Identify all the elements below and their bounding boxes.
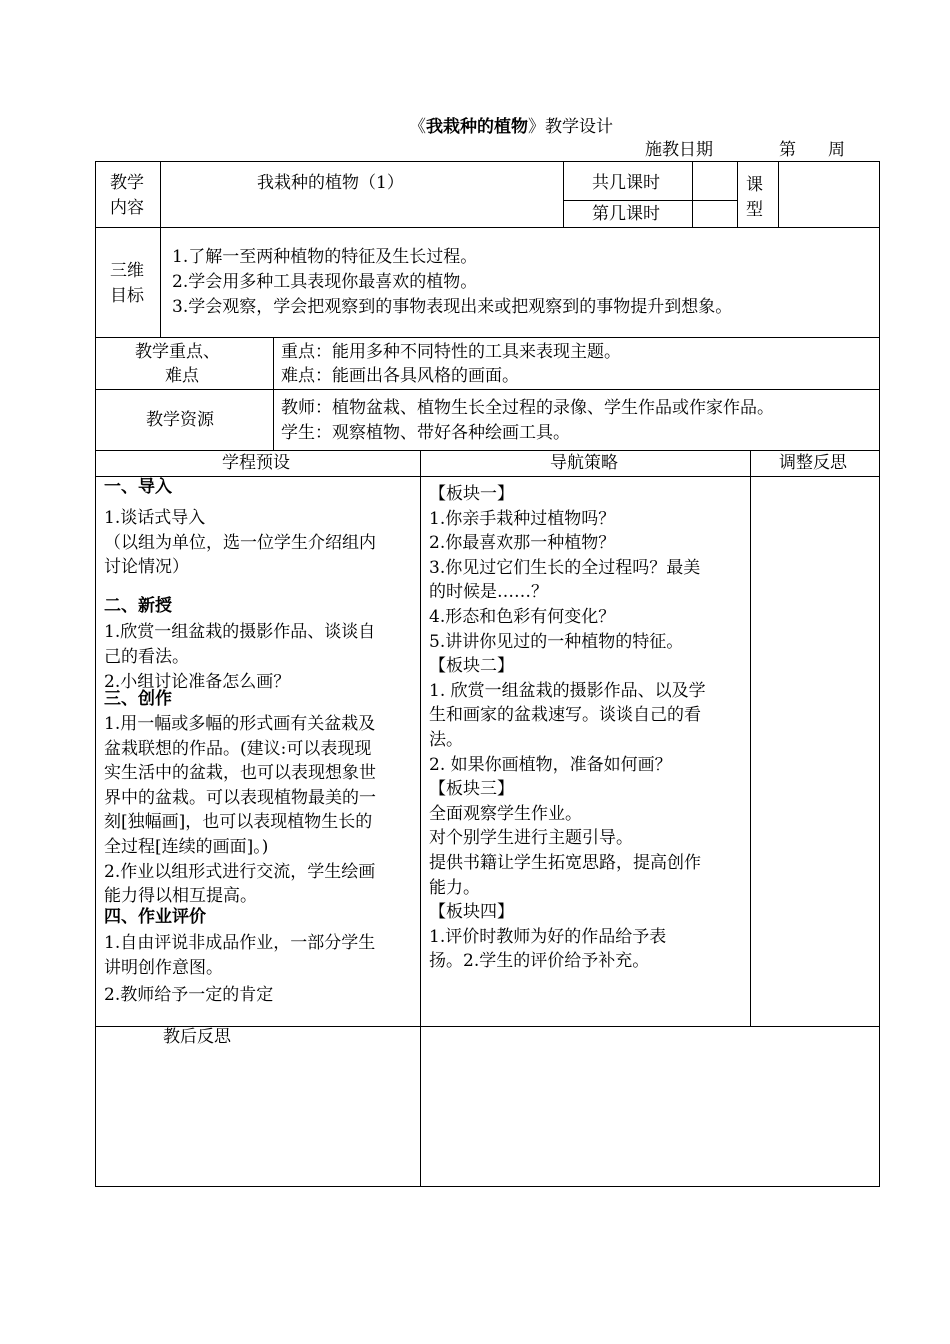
teaching-date-label: 施教日期 — [645, 140, 713, 160]
title-open-bracket: 《 — [409, 117, 426, 137]
preset-section-body — [104, 503, 376, 577]
goal-item: 2.学会用多种工具表现你最喜欢的植物。 — [172, 272, 478, 292]
preset-line: （以组为单位，选一位学生介绍组内 — [104, 532, 376, 553]
strategy-line: 全面观察学生作业。 — [429, 803, 582, 824]
preset-section-body — [104, 709, 376, 906]
preset-line: 1.谈话式导入 — [104, 508, 206, 528]
lesson-type-label-line2: 型 — [746, 200, 763, 220]
preset-line: 1.用一幅或多幅的形式画有关盆栽及 — [104, 714, 376, 734]
goal-item: 1.了解一至两种植物的特征及生长过程。 — [172, 247, 478, 267]
week-di-label: 第 — [779, 140, 796, 160]
preset-line: 讨论情况） — [104, 557, 189, 578]
table-line — [160, 227, 161, 337]
table-line — [95, 161, 880, 162]
strategy-line: 4.形态和色彩有何变化？ — [429, 606, 616, 627]
table-line — [95, 476, 880, 477]
column-header-strategy: 导航策略 — [550, 453, 618, 473]
total-hours-label: 共几课时 — [592, 173, 660, 193]
preset-line: 界中的盆栽。可以表现植物最美的一 — [104, 787, 376, 808]
column-header-preset: 学程预设 — [222, 453, 290, 473]
column-header-reflection: 调整反思 — [779, 453, 847, 473]
goals-label-line2: 目标 — [110, 286, 144, 306]
preset-line: 1.自由评说非成品作业，一部分学生 — [104, 933, 376, 953]
preset-section-title: 四、作业评价 — [104, 907, 206, 927]
strategy-line: 能力。 — [429, 877, 480, 898]
goals-label-line1: 三维 — [110, 261, 144, 281]
strategy-line: 【板块二】 — [429, 656, 514, 677]
strategy-line: 生和画家的盆栽速写。谈谈自己的看 — [429, 705, 701, 726]
preset-line: 1.欣赏一组盆栽的摄影作品、谈谈自 — [104, 622, 376, 642]
strategy-line: 1.你亲手栽种过植物吗？ — [429, 508, 616, 529]
strategy-line: 扬。2.学生的评价给予补充。 — [429, 951, 650, 972]
student-resources-text: 学生：观察植物、带好各种绘画工具。 — [281, 423, 570, 443]
week-zhou-label: 周 — [828, 140, 845, 160]
table-line — [95, 337, 880, 338]
table-line — [778, 161, 779, 227]
preset-line: 2.小组讨论准备怎么画？ — [104, 672, 291, 693]
preset-section-title: 一、导入 — [104, 477, 172, 497]
preset-line: 刻[独幅画]，也可以表现植物生长的 — [104, 812, 373, 833]
title-suffix: 》教学设计 — [528, 117, 613, 137]
table-line — [273, 337, 274, 450]
preset-section-title: 三、创作 — [104, 689, 172, 709]
strategy-line: 【板块一】 — [429, 484, 514, 504]
table-line — [95, 227, 880, 228]
preset-line: 讲明创作意图。 — [104, 957, 223, 978]
strategy-line: 1. 欣赏一组盆栽的摄影作品、以及学 — [429, 680, 706, 701]
preset-line: 2.教师给予一定的肯定 — [104, 985, 274, 1006]
table-line — [692, 161, 693, 227]
table-line — [563, 200, 737, 201]
title-bold-text: 我栽种的植物 — [426, 117, 528, 137]
strategy-line: 的时候是……？ — [429, 582, 548, 603]
strategy-line: 提供书籍让学生拓宽思路，提高创作 — [429, 852, 701, 873]
table-border-left — [95, 161, 96, 1187]
preset-line: 能力得以相互提高。 — [104, 886, 257, 907]
table-line — [750, 450, 751, 1026]
strategy-line: 3.你见过它们生长的全过程吗？最美 — [429, 557, 701, 578]
strategy-body — [429, 479, 706, 971]
preset-line: 己的看法。 — [104, 646, 189, 667]
preset-section-title: 二、新授 — [104, 596, 172, 616]
key-point-text: 重点：能用多种不同特性的工具来表现主题。 — [281, 342, 621, 362]
lesson-type-label-line1: 课 — [746, 175, 763, 195]
strategy-line: 法。 — [429, 729, 463, 750]
table-border-right — [879, 161, 880, 1187]
preset-line: 实生活中的盆栽，也可以表现想象世 — [104, 763, 376, 784]
strategy-line: 【板块三】 — [429, 779, 514, 800]
keypoints-label-line2: 难点 — [165, 366, 199, 386]
after-class-reflection-label: 教后反思 — [163, 1027, 231, 1047]
resources-label: 教学资源 — [146, 410, 214, 430]
table-line — [95, 389, 880, 390]
strategy-line: 对个别学生进行主题引导。 — [429, 828, 633, 849]
preset-section-body — [104, 928, 375, 1005]
teacher-resources-text: 教师：植物盆栽、植物生长全过程的录像、学生作品或作家作品。 — [281, 398, 774, 418]
preset-line: 2.作业以组形式进行交流，学生绘画 — [104, 861, 376, 882]
table-line — [95, 1186, 880, 1187]
strategy-line: 2.你最喜欢那一种植物？ — [429, 533, 616, 554]
content-value: 我栽种的植物（1） — [257, 173, 404, 193]
preset-line: 全过程[连续的画面]。) — [104, 836, 269, 857]
content-label-line2: 内容 — [110, 198, 144, 218]
strategy-line: 【板块四】 — [429, 902, 514, 923]
goal-item: 3.学会观察，学会把观察到的事物表现出来或把观察到的事物提升到想象。 — [172, 297, 733, 317]
difficult-point-text: 难点：能画出各具风格的画面。 — [281, 366, 519, 386]
table-line — [737, 161, 738, 227]
table-line — [160, 161, 161, 227]
table-line — [420, 450, 421, 1186]
preset-line: 盆栽联想的作品。(建议:可以表现现 — [104, 738, 372, 759]
table-line — [95, 450, 880, 451]
strategy-line: 2. 如果你画植物，准备如何画？ — [429, 754, 672, 775]
strategy-line: 1.评价时教师为好的作品给予表 — [429, 926, 667, 947]
keypoints-label-line1: 教学重点、 — [135, 342, 220, 362]
table-line — [563, 161, 564, 227]
preset-section-body — [104, 617, 375, 692]
document-title — [409, 115, 613, 140]
content-label-line1: 教学 — [110, 173, 144, 193]
strategy-line: 5.讲讲你见过的一种植物的特征。 — [429, 631, 684, 652]
nth-hour-label: 第几课时 — [592, 204, 660, 224]
